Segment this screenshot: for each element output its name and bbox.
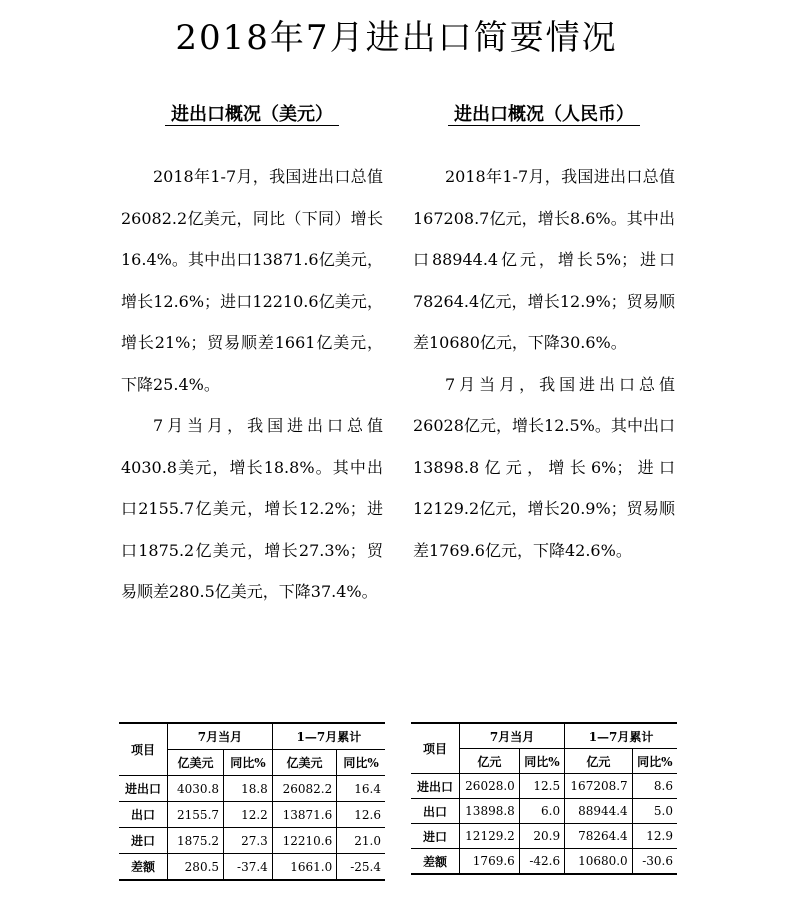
cumulative-yoy-cell: -25.4 (337, 854, 385, 881)
usd-summary-section (121, 100, 383, 613)
month-group-header: 7月当月 (168, 723, 273, 750)
month-yoy-header: 同比% (519, 749, 564, 774)
item-header: 项目 (119, 723, 168, 776)
month-yoy-cell: 12.2 (224, 802, 273, 828)
row-label: 差额 (119, 854, 168, 881)
item-header: 项目 (411, 723, 460, 774)
row-label: 进出口 (411, 774, 460, 799)
usd-trade-table (119, 722, 385, 881)
month-yoy-header: 同比% (224, 750, 273, 776)
cumulative-value-cell: 12210.6 (272, 828, 336, 854)
cumulative-yoy-cell: 16.4 (337, 776, 385, 802)
cumulative-value-cell: 167208.7 (565, 774, 633, 799)
row-label: 进口 (119, 828, 168, 854)
table-row (411, 824, 677, 849)
cumulative-value-header: 亿美元 (272, 750, 336, 776)
cumulative-value-header: 亿元 (565, 749, 633, 774)
cumulative-value-cell: 78264.4 (565, 824, 633, 849)
cumulative-yoy-cell: 5.0 (632, 799, 677, 824)
cumulative-value-cell: 13871.6 (272, 802, 336, 828)
month-value-cell: 13898.8 (460, 799, 520, 824)
month-value-cell: 4030.8 (168, 776, 224, 802)
table-row (411, 799, 677, 824)
page-title: 2018年7月进出口简要情况 (175, 18, 618, 58)
month-yoy-cell: 18.8 (224, 776, 273, 802)
table-row (119, 828, 385, 854)
rmb-section-heading: 进出口概况（人民币） (413, 100, 675, 130)
rmb-trade-table (411, 722, 677, 875)
month-yoy-cell: -42.6 (519, 849, 564, 875)
cumulative-value-cell: 26082.2 (272, 776, 336, 802)
month-value-header: 亿元 (460, 749, 520, 774)
cumulative-yoy-cell: 21.0 (337, 828, 385, 854)
table-row (119, 776, 385, 802)
month-value-cell: 280.5 (168, 854, 224, 881)
month-yoy-cell: -37.4 (224, 854, 273, 881)
cumulative-yoy-cell: 12.6 (337, 802, 385, 828)
usd-month-paragraph: 7月当月，我国进出口总值4030.8美元，增长18.8%。其中出口2155.7亿美元，增长12.2%；进口1875.2亿美元，增长27.3%；贸易顺差280.5亿美元，下降37.4%。 (121, 416, 383, 601)
cumulative-value-cell: 88944.4 (565, 799, 633, 824)
cumulative-group-header: 1—7月累计 (272, 723, 385, 750)
month-value-cell: 12129.2 (460, 824, 520, 849)
table-row (119, 802, 385, 828)
row-label: 差额 (411, 849, 460, 875)
cumulative-group-header: 1—7月累计 (565, 723, 677, 749)
table-row (411, 849, 677, 875)
cumulative-yoy-cell: -30.6 (632, 849, 677, 875)
cumulative-yoy-header: 同比% (337, 750, 385, 776)
cumulative-yoy-cell: 12.9 (632, 824, 677, 849)
table-row (119, 854, 385, 881)
row-label: 出口 (119, 802, 168, 828)
month-yoy-cell: 6.0 (519, 799, 564, 824)
month-value-header: 亿美元 (168, 750, 224, 776)
usd-ytd-paragraph: 2018年1-7月，我国进出口总值26082.2亿美元，同比（下同）增长16.4%。其中出口13871.6亿美元，增长12.6%；进口12210.6亿美元，增长21%；贸易顺差1661亿美元，下降25.4%。 (121, 167, 383, 394)
month-yoy-cell: 12.5 (519, 774, 564, 799)
cumulative-yoy-cell: 8.6 (632, 774, 677, 799)
month-value-cell: 1769.6 (460, 849, 520, 875)
usd-section-heading: 进出口概况（美元） (121, 100, 383, 130)
rmb-table-body (411, 774, 677, 875)
row-label: 出口 (411, 799, 460, 824)
month-group-header: 7月当月 (460, 723, 565, 749)
row-label: 进口 (411, 824, 460, 849)
month-yoy-cell: 27.3 (224, 828, 273, 854)
cumulative-value-cell: 1661.0 (272, 854, 336, 881)
row-label: 进出口 (119, 776, 168, 802)
month-value-cell: 2155.7 (168, 802, 224, 828)
rmb-month-paragraph: 7月当月，我国进出口总值26028亿元，增长12.5%。其中出口13898.8亿元，增长6%；进口12129.2亿元，增长20.9%；贸易顺差1769.6亿元，下降42.6%。 (413, 374, 675, 560)
usd-table-body (119, 776, 385, 881)
month-yoy-cell: 20.9 (519, 824, 564, 849)
rmb-ytd-paragraph: 2018年1-7月，我国进出口总值167208.7亿元，增长8.6%。其中出口88944.4亿元，增长5%；进口78264.4亿元，增长12.9%；贸易顺差10680亿元，下降30.6%。 (413, 167, 675, 352)
rmb-summary-section (413, 100, 675, 571)
cumulative-yoy-header: 同比% (632, 749, 677, 774)
cumulative-value-cell: 10680.0 (565, 849, 633, 875)
month-value-cell: 1875.2 (168, 828, 224, 854)
table-row (411, 774, 677, 799)
month-value-cell: 26028.0 (460, 774, 520, 799)
